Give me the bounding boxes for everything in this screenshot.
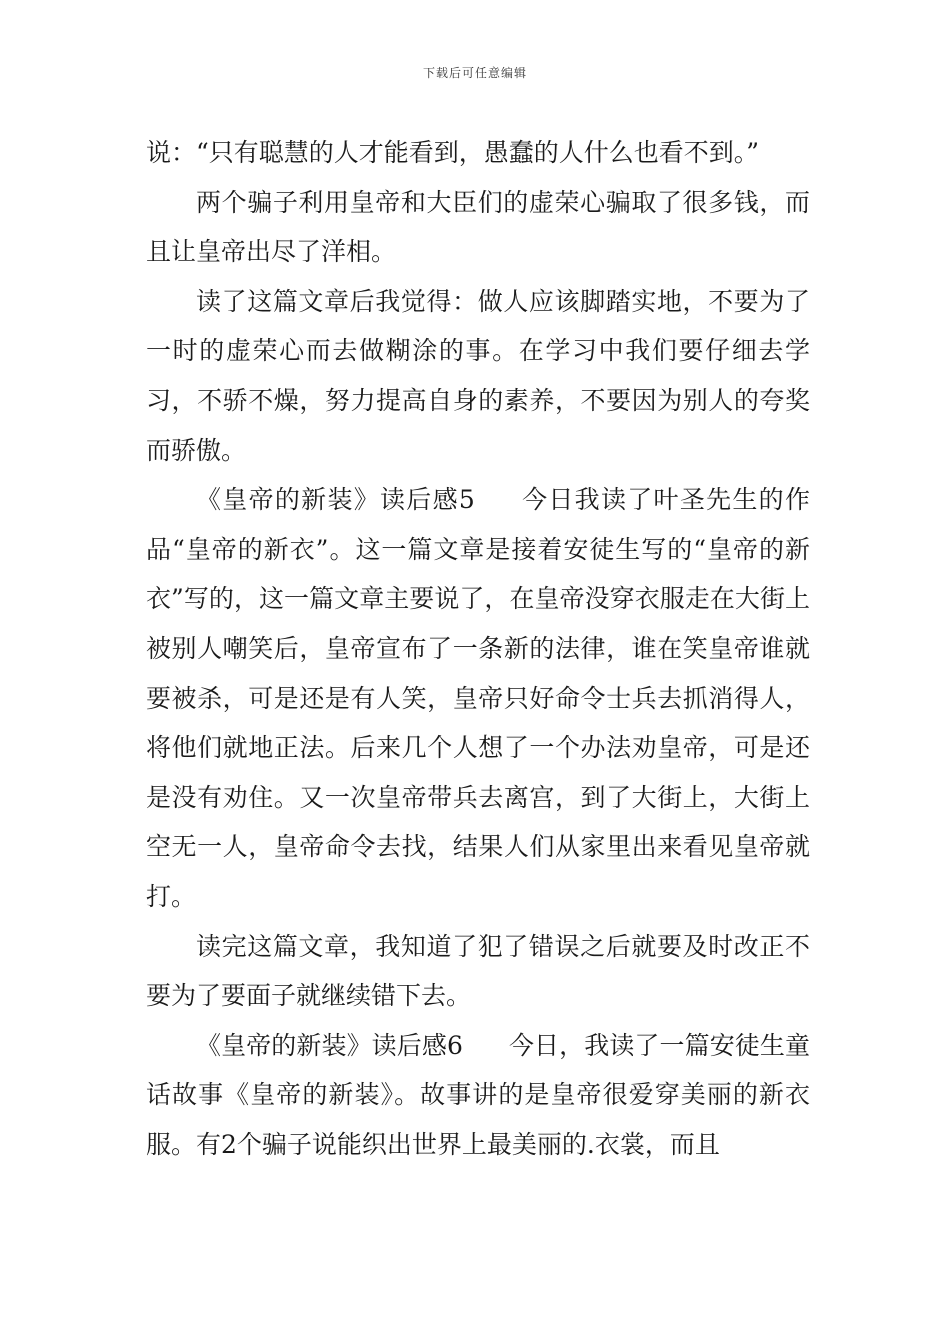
paragraph-1: [146, 128, 810, 178]
section-title: 《皇帝的新装》读后感5: [196, 485, 475, 515]
paragraph-text: 两个骗子利用皇帝和大臣们的虚荣心骗取了很多钱，而且让皇帝出尽了洋相。: [146, 187, 810, 267]
paragraph-5: [146, 922, 810, 1021]
paragraph-text: 今日，我读了一篇安徒生童话故事《皇帝的新装》。故事讲的是皇帝很爱穿美丽的新衣服。有2个骗子说能织出世界上最美丽的.衣裳，而且: [146, 1030, 810, 1159]
section-title: 《皇帝的新装》读后感6: [196, 1030, 463, 1060]
paragraph-6: [146, 1021, 810, 1170]
document-body: [146, 128, 810, 1169]
paragraph-4: [146, 475, 810, 921]
paragraph-3: [146, 277, 810, 475]
paragraph-text: 今日我读了叶圣先生的作品“皇帝的新衣”。这一篇文章是接着安徒生写的“皇帝的新衣”写的，这一篇文章主要说了，在皇帝没穿衣服走在大街上被别人嘲笑后，皇帝宣布了一条新的法律，谁在笑皇帝谁就要被杀，可是还是有人笑，皇帝只好命令士兵去抓消得人，将他们就地正法。后来几个人想了一个办法劝皇帝，可是还是没有劝住。又一次皇帝带兵去离宫，到了大街上，大街上空无一人，皇帝命令去找，结果人们从家里出来看见皇帝就打。: [146, 485, 810, 911]
paragraph-text: 读完这篇文章，我知道了犯了错误之后就要及时改正不要为了要面子就继续错下去。: [146, 931, 810, 1011]
page-header: 下载后可任意编辑: [422, 66, 527, 80]
paragraph-text: 说：“只有聪慧的人才能看到，愚蠢的人什么也看不到。”: [146, 138, 760, 167]
paragraph-text: 读了这篇文章后我觉得：做人应该脚踏实地，不要为了一时的虚荣心而去做糊涂的事。在学习中我们要仔细去学习，不骄不燥，努力提高自身的素养，不要因为别人的夸奖而骄傲。: [146, 286, 810, 465]
paragraph-2: [146, 178, 810, 277]
